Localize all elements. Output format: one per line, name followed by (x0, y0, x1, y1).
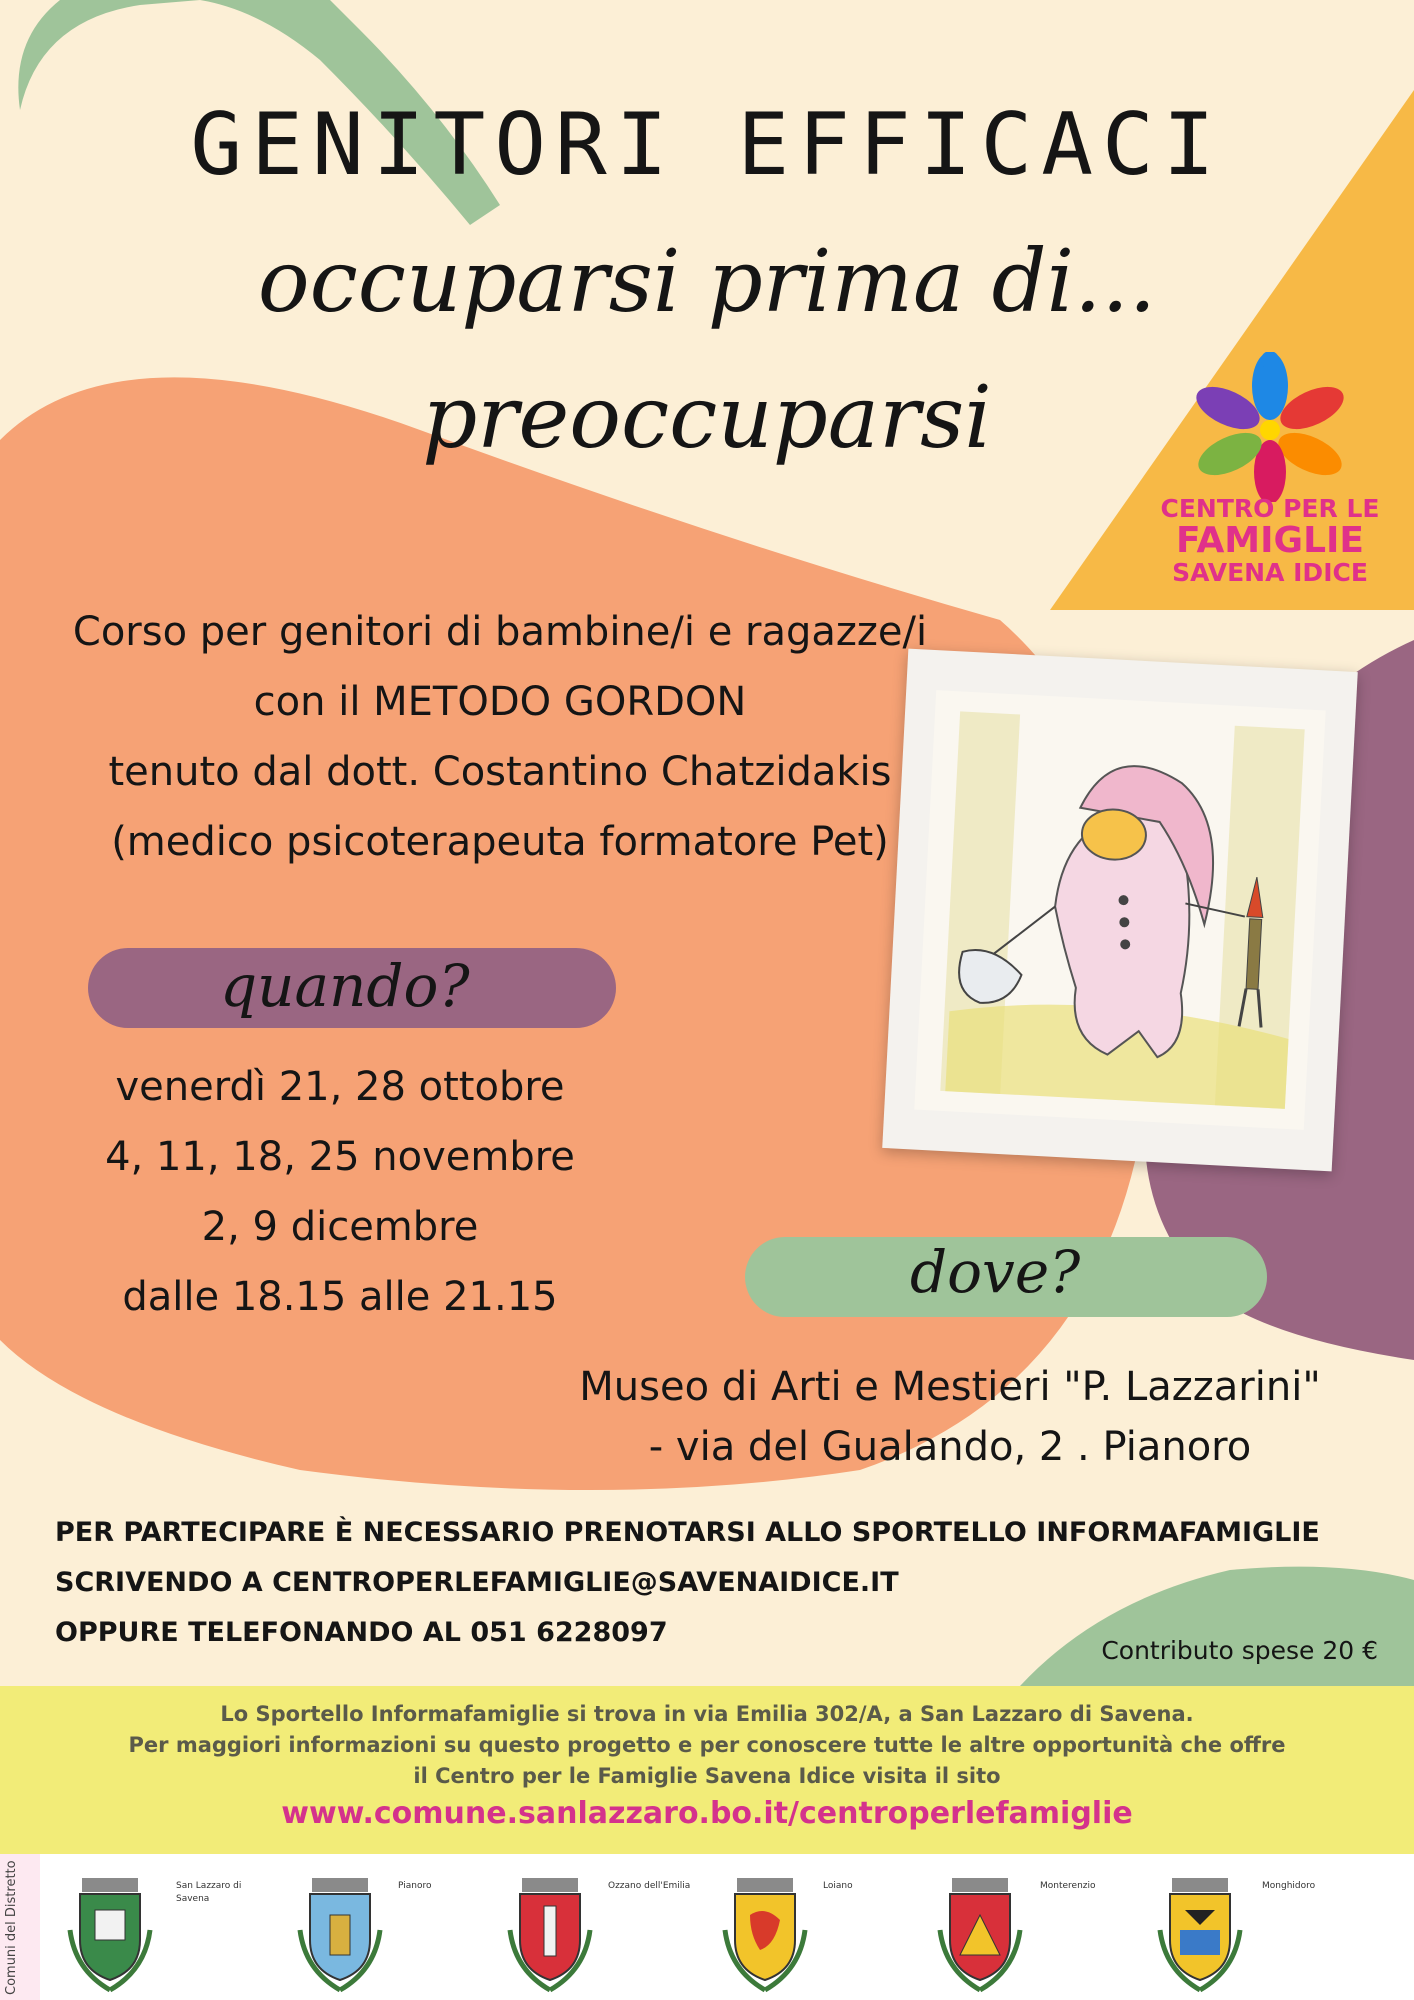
booking-line-1: PER PARTECIPARE È NECESSARIO PRENOTARSI ALLO SPORTELLO INFORMAFAMIGLIE (55, 1517, 1320, 1548)
title-genitori-efficaci: GENITORI EFFICACI (190, 95, 1224, 195)
ozzano-crest-icon (500, 1870, 600, 1995)
municipality-loiano (715, 1870, 815, 1999)
monterenzio-crest-icon (930, 1870, 1030, 1995)
pianoro-crest-icon (290, 1870, 390, 1995)
logo-text-line3: SAVENA IDICE (1172, 558, 1368, 587)
course-line-3: tenuto dal dott. Costantino Chatzidakis (108, 749, 892, 795)
venue-line-1: Museo di Arti e Mestieri "P. Lazzarini" (579, 1364, 1321, 1410)
footer-side-label: Comuni del Distretto (4, 1860, 19, 1995)
booking-line-3: OPPURE TELEFONANDO AL 051 6228097 (55, 1617, 668, 1648)
info-line-2: Per maggiori informazioni su questo progetto e per conoscere tutte le altre opportunità che offre (128, 1733, 1286, 1757)
booking-line-2: SCRIVENDO A CENTROPERLEFAMIGLIE@SAVENAIDICE.IT (55, 1567, 899, 1598)
illustration-card (882, 649, 1358, 1172)
municipality-monghidoro (1150, 1870, 1250, 1999)
municipality-name-pianoro: Pianoro (398, 1881, 432, 1891)
san-lazzaro-crest-icon (60, 1870, 160, 1995)
green-arc-bottom-right (1020, 1567, 1414, 1686)
dove-label: dove? (910, 1238, 1081, 1306)
municipality-monterenzio (930, 1870, 1030, 1999)
website-link[interactable]: www.comune.sanlazzaro.bo.it/centroperlefamiglie (281, 1796, 1133, 1831)
course-line-1: Corso per genitori di bambine/i e ragazze/i (72, 609, 928, 655)
info-line-1: Lo Sportello Informafamiglie si trova in via Emilia 302/A, a San Lazzaro di Savena. (220, 1702, 1194, 1726)
venue-line-2: - via del Gualando, 2 . Pianoro (648, 1424, 1252, 1470)
date-line-3: 2, 9 dicembre (201, 1204, 479, 1250)
title-preoccuparsi: preoccuparsi (422, 368, 992, 468)
municipality-name-ozzano: Ozzano dell'Emilia (608, 1881, 691, 1891)
municipality-ozzano (500, 1870, 600, 1999)
loiano-crest-icon (715, 1870, 815, 1995)
monghidoro-crest-icon (1150, 1870, 1250, 1995)
contribution-fee: Contributo spese 20 € (1101, 1636, 1378, 1665)
flower-icon (1190, 352, 1350, 502)
course-line-4: (medico psicoterapeuta formatore Pet) (111, 819, 889, 865)
info-line-3: il Centro per le Famiglie Savena Idice visita il sito (413, 1764, 1001, 1788)
municipality-name-loiano: Loiano (823, 1881, 853, 1891)
date-line-1: venerdì 21, 28 ottobre (115, 1064, 565, 1110)
gnome-illustration (882, 649, 1358, 1172)
municipality-pianoro (290, 1870, 390, 1999)
date-line-2: 4, 11, 18, 25 novembre (105, 1134, 575, 1180)
logo-text-line2: FAMIGLIE (1175, 520, 1364, 561)
logo-text-line1: CENTRO PER LE (1160, 494, 1380, 523)
title-occuparsi: occuparsi prima di... (257, 232, 1157, 332)
centro-famiglie-flower-logo (1190, 352, 1350, 502)
course-line-2: con il METODO GORDON (253, 679, 747, 725)
quando-label: quando? (220, 952, 470, 1020)
time-line: dalle 18.15 alle 21.15 (122, 1274, 558, 1320)
municipality-name-monghidoro: Monghidoro (1262, 1881, 1316, 1891)
municipality-name-monterenzio: Monterenzio (1040, 1881, 1096, 1891)
municipality-name-san-lazzaro: San Lazzaro di Savena (176, 1881, 242, 1904)
municipality-san-lazzaro (60, 1870, 160, 1999)
